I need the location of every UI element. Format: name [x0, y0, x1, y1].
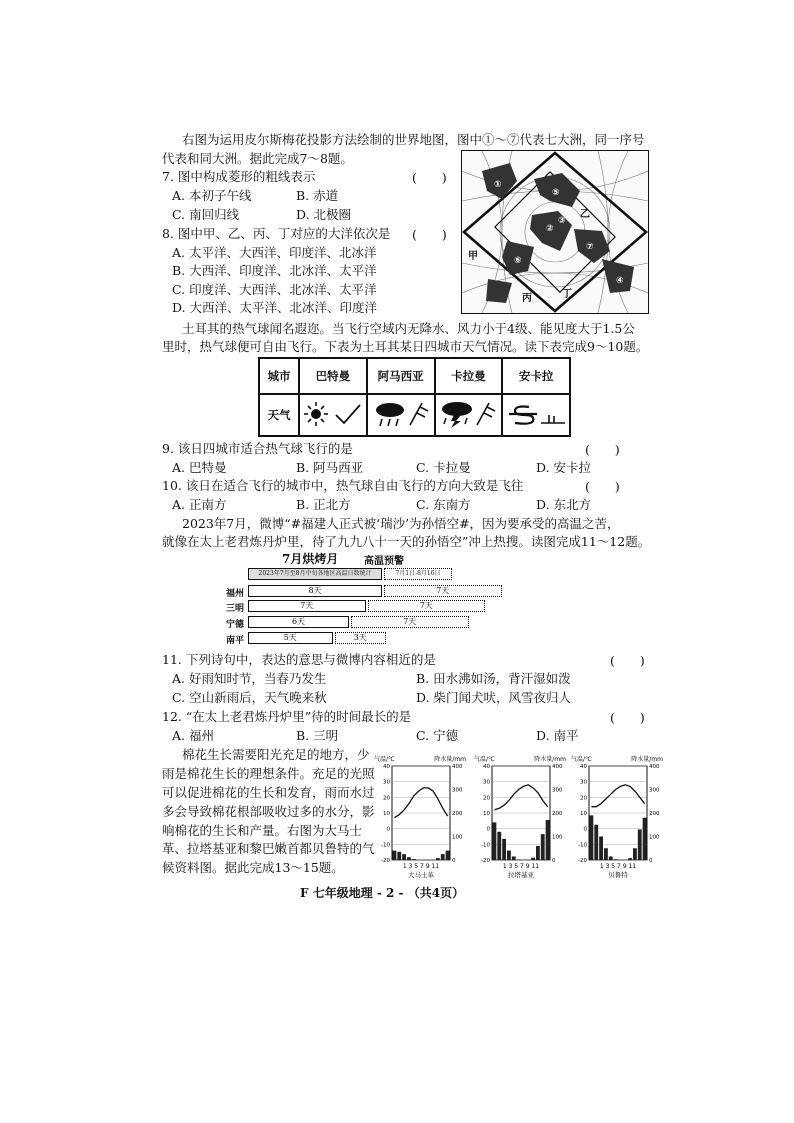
precip-bar-12	[446, 851, 450, 860]
oven-city-label-3: 宁德	[226, 620, 245, 630]
precip-bar-2	[397, 852, 401, 860]
map-intro-line2: 代表和同大洲。据此完成7～8题。	[162, 151, 353, 166]
temp-tick-label: 0	[386, 826, 390, 833]
q9-stem: 9. 该日四城市适合热气球飞行的是	[162, 441, 353, 456]
q7-option-c[interactable]: C. 南回归线	[172, 207, 240, 222]
precip-tick-label: 400	[452, 764, 463, 770]
temperature-line	[394, 788, 447, 818]
q7-option-d[interactable]: D. 北极圈	[296, 207, 352, 222]
q8-option-a[interactable]: A. 太平洋、大西洋、印度洋、北冰洋	[172, 245, 377, 260]
q11-answer-paren[interactable]: ( )	[610, 653, 645, 668]
precip-bar-1	[493, 822, 497, 860]
precip-tick-label: 200	[649, 811, 660, 817]
temp-tick-label: 30	[483, 779, 490, 786]
q12-stem: 12. “在太上老君炼丹炉里”待的时间最长的是	[162, 709, 412, 724]
cotton-line-1: 棉花生长需要阳光充足的地方，少	[182, 747, 370, 762]
map-intro-line1: 右图为运用皮尔斯梅花投影方法绘制的世界地图，图中①～⑦代表七大洲，同一序号	[182, 132, 645, 147]
oven-bar-right-1: 7天	[384, 585, 502, 597]
q8-stem: 8. 图中甲、乙、丙、丁对应的大洋依次是	[162, 226, 391, 241]
precip-axis-title: 降水量/mm	[434, 756, 466, 763]
month-ticks: 1 3 5 7 9 11	[502, 863, 540, 870]
oven-chart-legend-right: 7月1日-8月16日	[384, 568, 452, 580]
precip-bar-4	[407, 857, 411, 860]
precip-bar-5	[412, 859, 416, 860]
precip-bar-5	[512, 856, 516, 860]
weibo-intro-line2: 就像在太上老君炼丹炉里，待了九九八十一天的孙悟空”冲上热搜。读图完成11～12题。	[162, 534, 651, 549]
weather-cell-karaman	[435, 394, 503, 436]
q10-option-d[interactable]: D. 东北方	[536, 497, 592, 512]
continent-number-3: ③	[558, 216, 566, 226]
balloon-intro-line2: 里时，热气球便可自由飞行。下表为土耳其某日四城市天气情况。读下表完成9～10题。	[162, 339, 649, 354]
rain-wind-icon	[370, 399, 432, 429]
weibo-intro-line1: 2023年7月，微博“#福建人正式被‘瑞沙’为孙悟空#，因为要承受的高温之苦，	[182, 516, 620, 531]
precip-axis-title: 降水量/mm	[534, 756, 566, 763]
precip-bar-11	[638, 829, 642, 860]
oven-city-label-2: 三明	[226, 604, 245, 614]
precip-bar-9	[628, 858, 632, 860]
q9-option-d[interactable]: D. 安卡拉	[536, 460, 592, 475]
continent-number-7: ⑦	[586, 242, 594, 252]
oven-chart-subtitle: 高温预警	[364, 556, 404, 567]
cotton-line-6: 革、拉塔基亚和黎巴嫩首都贝鲁特的气	[162, 841, 375, 856]
temp-axis-title: 气温/℃	[374, 756, 395, 763]
precip-tick-label: 100	[552, 834, 563, 841]
temp-axis-title: 气温/℃	[474, 756, 495, 763]
weather-table-weather-header: 天气	[259, 394, 299, 436]
ocean-label-ding: 丁	[562, 289, 572, 300]
temp-tick-label: -20	[578, 858, 587, 864]
q7-answer-paren[interactable]: ( )	[412, 170, 447, 185]
temp-tick-label: 20	[580, 795, 587, 802]
precip-bar-3	[402, 854, 406, 860]
q11-option-b[interactable]: B. 田水沸如汤，背汗湿如泼	[416, 671, 571, 686]
continent-number-2: ②	[546, 224, 554, 234]
weather-cell-amasya	[367, 394, 435, 436]
precip-axis-title: 降水量/mm	[631, 756, 663, 763]
oven-city-label-1: 福州	[226, 589, 245, 599]
temp-tick-label: 40	[483, 764, 490, 770]
oven-bar-right-3: 7天	[351, 616, 469, 628]
q12-option-b[interactable]: B. 三明	[296, 728, 339, 743]
q8-option-b[interactable]: B. 大西洋、印度洋、北冰洋、太平洋	[172, 263, 377, 278]
precip-bar-10	[633, 848, 637, 860]
temp-tick-label: 40	[580, 764, 587, 770]
fog-wind-icon	[505, 399, 567, 429]
q10-stem: 10. 该日在适合飞行的城市中，热气球自由飞行的方向大致是飞往	[162, 478, 524, 493]
peirce-projection-map	[461, 150, 649, 314]
month-ticks: 1 3 5 7 9 11	[402, 863, 440, 870]
q11-stem: 11. 下列诗句中，表达的意思与微博内容相近的是	[162, 652, 436, 667]
page-footer: F 七年级地理 - 2 - （共4页）	[300, 886, 465, 900]
temp-tick-label: -20	[381, 858, 390, 864]
q9-option-a[interactable]: A. 巴特曼	[172, 460, 227, 475]
q11-option-c[interactable]: C. 空山新雨后，天气晚来秋	[172, 690, 327, 705]
oven-chart-legend-left: 2023年7月至8月中旬各地区高温日数统计	[248, 568, 382, 580]
weather-cell-batman	[299, 394, 367, 436]
balloon-intro-line1: 土耳其的热气球闻名遐迩。当飞行空域内无降水、风力小于4级、能见度大于1.5公	[182, 321, 635, 336]
precip-bar-2	[497, 832, 501, 860]
city-cell-karaman: 卡拉曼	[435, 358, 503, 394]
oven-city-label-4: 南平	[226, 636, 245, 646]
continent-number-6: ⑥	[514, 256, 522, 266]
precip-bar-4	[507, 851, 511, 860]
precip-tick-label: 400	[552, 764, 563, 770]
q9-option-b[interactable]: B. 阿马西亚	[296, 460, 364, 475]
ocean-label-bing: 丙	[522, 293, 532, 304]
temp-tick-label: 20	[383, 795, 390, 802]
climate-city-name: 大马士革	[408, 871, 434, 879]
temp-axis-title: 气温/℃	[571, 756, 592, 763]
precip-tick-label: 400	[649, 764, 660, 770]
temp-tick-label: 10	[580, 811, 587, 817]
temp-tick-label: 20	[483, 795, 490, 802]
month-ticks: 1 3 5 7 9 11	[599, 863, 637, 870]
temp-tick-label: 0	[486, 826, 490, 833]
precip-tick-label: 0	[649, 858, 653, 864]
q8-option-d[interactable]: D. 大西洋、太平洋、北冰洋、印度洋	[172, 300, 378, 315]
temp-tick-label: -10	[578, 842, 587, 849]
temp-tick-label: 30	[383, 779, 390, 786]
precip-bar-1	[393, 851, 397, 860]
continent-number-1: ①	[494, 180, 502, 190]
temp-tick-label: -10	[381, 842, 390, 849]
q8-option-c[interactable]: C. 印度洋、大西洋、北冰洋、太平洋	[172, 282, 377, 297]
q12-option-c[interactable]: C. 宁德	[416, 728, 459, 743]
q10-option-b[interactable]: B. 正北方	[296, 497, 351, 512]
temp-tick-label: 10	[383, 811, 390, 817]
cotton-line-7: 候资料图。据此完成13～15题。	[162, 860, 344, 875]
temp-tick-label: 40	[383, 764, 390, 770]
thunder-rain-wind-icon	[437, 399, 499, 429]
precip-bar-1	[590, 815, 594, 860]
cotton-line-3: 可以促进棉花的生长和发育，雨而水过	[162, 785, 375, 800]
map-graphic	[462, 151, 648, 313]
climate-city-name: 贝鲁特	[608, 871, 628, 879]
q11-option-a[interactable]: A. 好雨知时节，当春乃发生	[172, 671, 327, 686]
temp-tick-label: -10	[481, 842, 490, 849]
precip-bar-10	[536, 846, 540, 860]
precip-bar-6	[614, 859, 618, 860]
city-cell-amasya: 阿马西亚	[367, 358, 435, 394]
precip-tick-label: 0	[452, 858, 456, 864]
ocean-label-jia: 甲	[468, 251, 478, 262]
continent-number-4: ④	[616, 276, 624, 286]
precip-bar-10	[436, 858, 440, 860]
precip-bar-4	[604, 848, 608, 860]
precip-tick-label: 200	[552, 811, 563, 817]
oven-bar-left-2: 7天	[248, 600, 366, 612]
q10-option-a[interactable]: A. 正南方	[172, 497, 227, 512]
precip-tick-label: 300	[452, 787, 463, 794]
temp-tick-label: 0	[583, 826, 587, 833]
climate-city-name: 拉塔基亚	[508, 871, 534, 879]
oven-bar-left-3: 6天	[248, 616, 349, 628]
q7-option-a[interactable]: A. 本初子午线	[172, 188, 252, 203]
climate-chart-2	[474, 752, 566, 882]
oven-bar-left-4: 5天	[248, 632, 333, 644]
cotton-line-2: 雨是棉花生长的理想条件。充足的光照	[162, 766, 375, 781]
weather-table	[258, 357, 571, 437]
q12-option-a[interactable]: A. 福州	[172, 728, 214, 743]
q10-option-c[interactable]: C. 东南方	[416, 497, 471, 512]
climate-chart-1	[374, 752, 466, 882]
q9-answer-paren[interactable]: ( )	[585, 442, 620, 457]
precip-tick-label: 0	[552, 858, 556, 864]
precip-bar-12	[643, 818, 647, 860]
q7-option-b[interactable]: B. 赤道	[296, 188, 339, 203]
climate-chart-3	[571, 752, 663, 882]
cotton-line-4: 多会导致棉花根部吸收过多的水分，影	[162, 804, 375, 819]
temp-tick-label: -20	[481, 858, 490, 864]
city-cell-batman: 巴特曼	[299, 358, 367, 394]
oven-bar-right-2: 7天	[368, 600, 486, 612]
precip-tick-label: 300	[552, 787, 563, 794]
oven-chart-title: 7月烘烤月	[282, 552, 339, 566]
precip-tick-label: 200	[452, 811, 463, 817]
precip-bar-3	[502, 839, 506, 860]
q10-answer-paren[interactable]: ( )	[585, 479, 620, 494]
precip-bar-11	[541, 834, 545, 860]
temp-tick-label: 10	[483, 811, 490, 817]
temperature-line	[591, 785, 644, 807]
city-cell-ankara: 安卡拉	[502, 358, 570, 394]
precip-bar-9	[531, 858, 535, 860]
q9-option-c[interactable]: C. 卡拉曼	[416, 460, 471, 475]
weather-cell-ankara	[502, 394, 570, 436]
precip-bar-5	[609, 856, 613, 860]
sunny-breeze-icon	[302, 399, 364, 429]
precip-bar-2	[594, 825, 598, 860]
oven-bar-right-4: 3天	[335, 632, 387, 644]
continent-shape-7	[486, 279, 512, 303]
oven-bar-left-1: 8天	[248, 585, 382, 597]
ocean-label-yi: 乙	[580, 209, 590, 220]
precip-tick-label: 100	[452, 834, 463, 841]
temp-tick-label: 30	[580, 779, 587, 786]
precip-bar-3	[599, 837, 603, 861]
cotton-line-5: 响棉花的生长和产量。右图为大马士	[162, 823, 363, 838]
precip-bar-11	[441, 854, 445, 860]
q12-answer-paren[interactable]: ( )	[610, 710, 645, 725]
precip-tick-label: 300	[649, 787, 660, 794]
weather-table-city-header: 城市	[259, 358, 299, 394]
q11-option-d[interactable]: D. 柴门闻犬吠，风雪夜归人	[416, 690, 572, 705]
q7-stem: 7. 图中构成菱形的粗线表示	[162, 169, 316, 184]
precip-tick-label: 100	[649, 834, 660, 841]
q12-option-d[interactable]: D. 南平	[536, 728, 579, 743]
continent-number-5: ⑤	[552, 188, 560, 198]
precip-bar-12	[546, 820, 550, 860]
q8-answer-paren[interactable]: ( )	[412, 227, 447, 242]
